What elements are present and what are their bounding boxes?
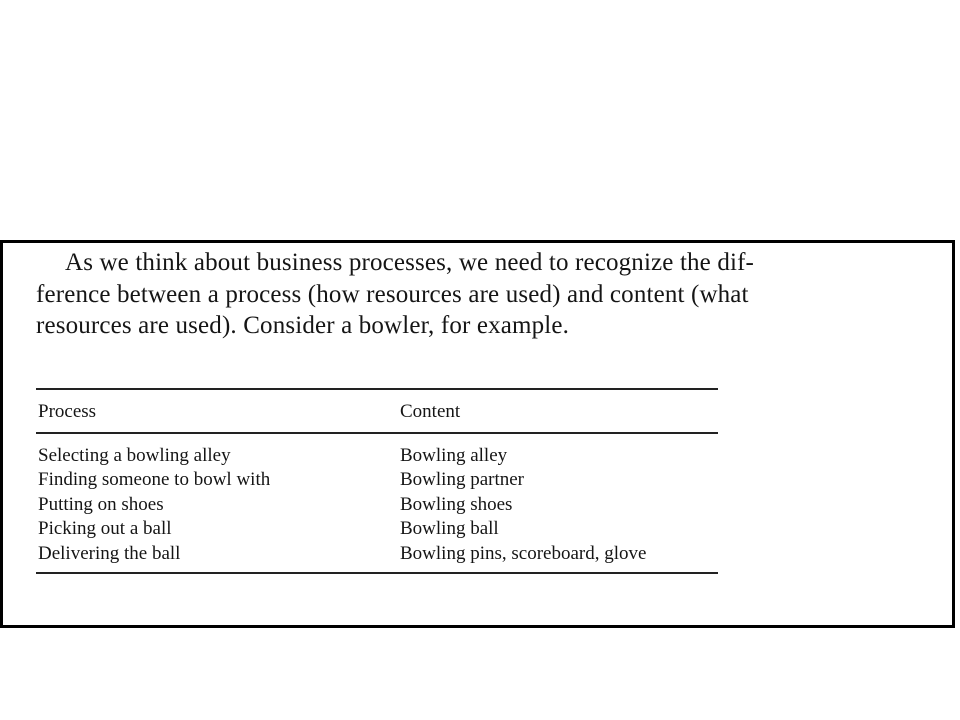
- text-excerpt-box: [0, 240, 955, 628]
- cell-process: Selecting a bowling alley: [38, 444, 231, 466]
- table-row: [36, 542, 718, 573]
- cell-content: Bowling alley: [400, 444, 508, 466]
- cell-content: Bowling partner: [400, 469, 525, 490]
- paragraph-line: ference between a process (how resources are used) and content (what: [36, 280, 749, 308]
- table-bottom-rule: [36, 572, 718, 574]
- table-row: [36, 493, 718, 518]
- cell-process: Picking out a ball: [38, 518, 172, 539]
- cell-process: Finding someone to bowl with: [38, 469, 271, 490]
- paragraph-line: resources are used). Consider a bowler, for example.: [36, 312, 569, 339]
- table-row: [36, 434, 718, 469]
- process-content-table: [36, 388, 718, 574]
- table-row: [36, 517, 718, 542]
- paragraph-line: As we think about business processes, we need to recognize the dif-: [65, 249, 755, 276]
- cell-process: Delivering the ball: [38, 542, 181, 564]
- cell-content: Bowling ball: [400, 518, 499, 539]
- table: [36, 390, 718, 432]
- cell-content: Bowling pins, scoreboard, glove: [400, 542, 647, 564]
- header-content: Content: [400, 401, 461, 422]
- cell-process: Putting on shoes: [38, 493, 164, 515]
- table-header-row: [36, 390, 718, 432]
- header-process: Process: [38, 401, 97, 422]
- table-row: [36, 468, 718, 493]
- table-body: [36, 434, 718, 573]
- intro-paragraph: [36, 247, 916, 342]
- cell-content: Bowling shoes: [400, 493, 513, 515]
